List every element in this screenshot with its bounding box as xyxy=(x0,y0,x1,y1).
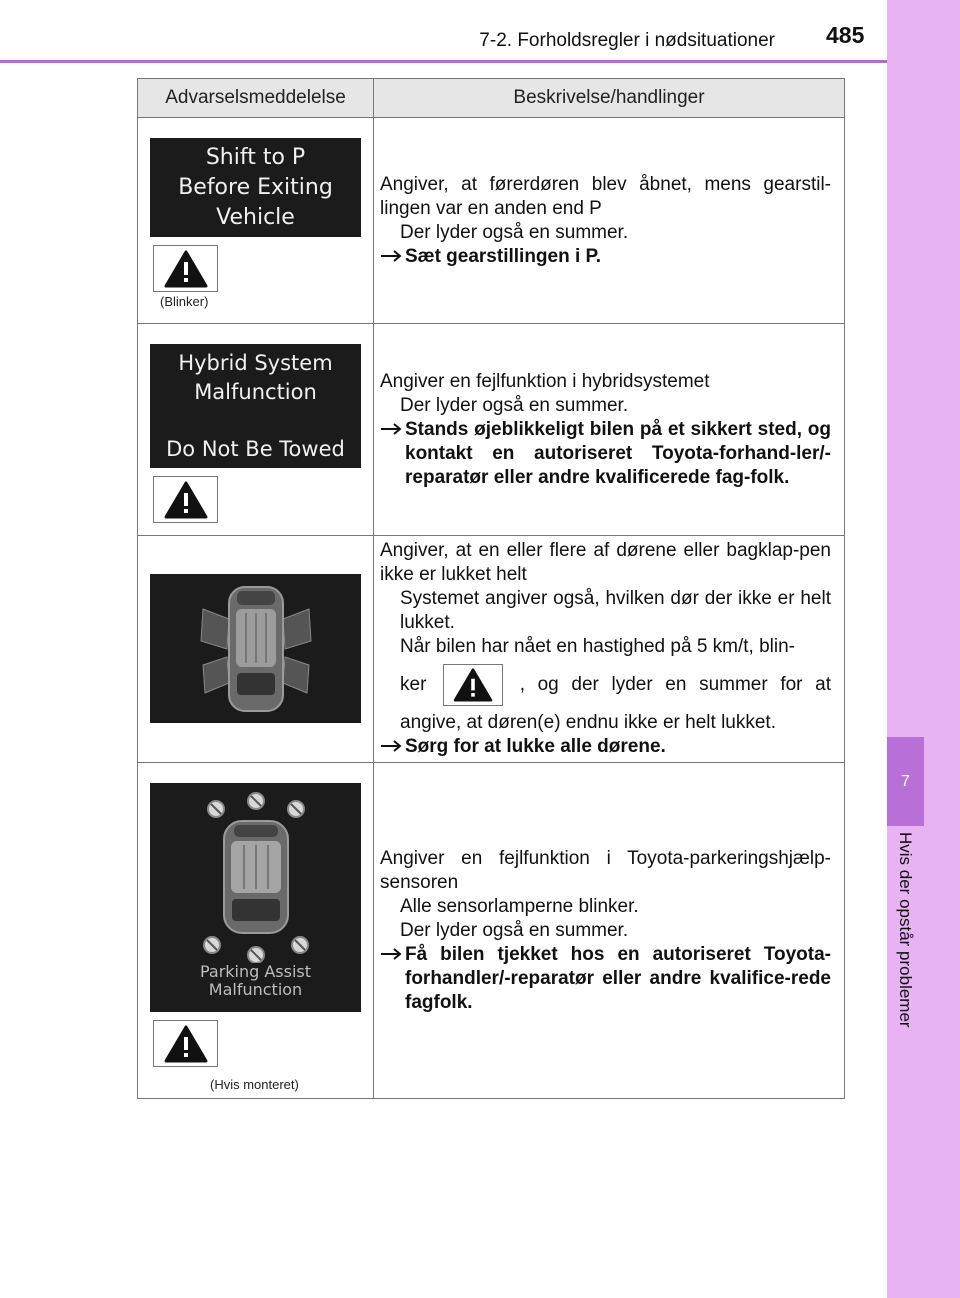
column-header-description: Beskrivelse/handlinger xyxy=(374,79,845,118)
screen-line: Hybrid System xyxy=(178,350,333,375)
blink-caption: (Blinker) xyxy=(160,294,209,309)
warning-triangle-icon xyxy=(453,668,493,702)
warning-triangle-icon xyxy=(164,250,208,288)
table-row xyxy=(138,763,845,1099)
display-screen xyxy=(150,783,361,1012)
description-text: Angiver en fejlfunktion i Toyota-parkeringshjælp-sensoren xyxy=(380,847,831,893)
warning-light-box xyxy=(153,1020,218,1067)
screen-line: Parking Assist xyxy=(199,962,312,981)
chapter-title: Hvis der opstår problemer xyxy=(896,832,915,1028)
description-text: Der lyder også en summer. xyxy=(400,919,629,941)
table-row xyxy=(138,324,845,536)
message-display-cell xyxy=(138,536,374,763)
description-text: Der lyder også en summer. xyxy=(400,221,629,243)
warning-light-box xyxy=(153,476,218,523)
table-header-row xyxy=(138,79,845,118)
action-text xyxy=(380,418,831,490)
description-cell xyxy=(374,763,845,1099)
screen-line: Vehicle xyxy=(216,204,295,230)
action-arrow-icon xyxy=(380,245,405,269)
message-display-cell xyxy=(138,118,374,324)
screen-line: Malfunction xyxy=(194,379,317,404)
description-cell xyxy=(374,536,845,763)
description-cell xyxy=(374,324,845,536)
page-number: 485 xyxy=(826,22,865,48)
screen-line: Malfunction xyxy=(208,980,303,999)
description-text: angive, at døren(e) endnu ikke er helt lukket. xyxy=(400,712,776,733)
action-label: Stands øjeblikkeligt bilen på et sikkert sted, og kontakt en autoriseret Toyota-forhand-ler/-reparatør eller andre kvalificerede fag-folk. xyxy=(405,418,831,488)
description-text: Systemet angiver også, hvilken dør der ikke er helt lukket. xyxy=(400,588,831,633)
screen-line: Do Not Be Towed xyxy=(166,436,345,461)
action-text xyxy=(380,943,831,1015)
description-text: Der lyder også en summer. xyxy=(400,394,629,416)
message-display-cell xyxy=(138,324,374,536)
display-screen xyxy=(150,344,361,468)
fitted-caption: (Hvis monteret) xyxy=(210,1077,299,1092)
action-label: Sæt gearstillingen i P. xyxy=(405,245,602,267)
action-label: Få bilen tjekket hos en autoriseret Toyota-forhandler/-reparatør eller andre kvalifice-rede fagfolk. xyxy=(405,943,831,1013)
warning-light-box xyxy=(443,664,503,706)
message-display-cell xyxy=(138,763,374,1099)
warning-triangle-icon xyxy=(164,1025,208,1063)
action-text xyxy=(380,245,831,269)
chapter-side-tab xyxy=(887,0,960,1298)
display-screen xyxy=(150,574,361,723)
description-text: Alle sensorlamperne blinker. xyxy=(400,895,639,917)
description-text: Angiver, at førerdøren blev åbnet, mens gearstil-lingen var en anden end P xyxy=(380,173,831,219)
action-label: Sørg for at lukke alle dørene. xyxy=(405,736,666,757)
section-title: 7-2. Forholdsregler i nødsituationer xyxy=(479,30,775,51)
chapter-number: 7 xyxy=(887,737,924,826)
description-text xyxy=(380,659,831,711)
description-text: Når bilen har nået en hastighed på 5 km/t, blin- xyxy=(400,636,796,657)
action-arrow-icon xyxy=(380,735,405,759)
table-row xyxy=(138,118,845,324)
display-screen xyxy=(150,138,361,237)
warning-message-table xyxy=(137,78,845,1099)
description-text: Angiver, at en eller flere af dørene eller bagklap-pen ikke er lukket helt xyxy=(380,540,831,585)
header-divider xyxy=(0,60,887,63)
action-arrow-icon xyxy=(380,943,405,967)
inline-text: ker xyxy=(400,674,427,695)
action-arrow-icon xyxy=(380,418,405,442)
inline-text: , og der lyder en summer for at xyxy=(519,674,831,695)
screen-line: Before Exiting xyxy=(178,174,333,200)
screen-line: Shift to P xyxy=(205,144,306,170)
description-cell xyxy=(374,118,845,324)
column-header-message: Advarselsmeddelelse xyxy=(138,79,374,118)
car-top-view-icon xyxy=(181,579,331,719)
action-text xyxy=(380,735,831,759)
description-text: Angiver en fejlfunktion i hybridsystemet xyxy=(380,370,710,392)
parking-sensor-car-icon xyxy=(150,783,361,963)
warning-triangle-icon xyxy=(164,481,208,519)
table-row xyxy=(138,536,845,763)
warning-light-box xyxy=(153,245,218,292)
